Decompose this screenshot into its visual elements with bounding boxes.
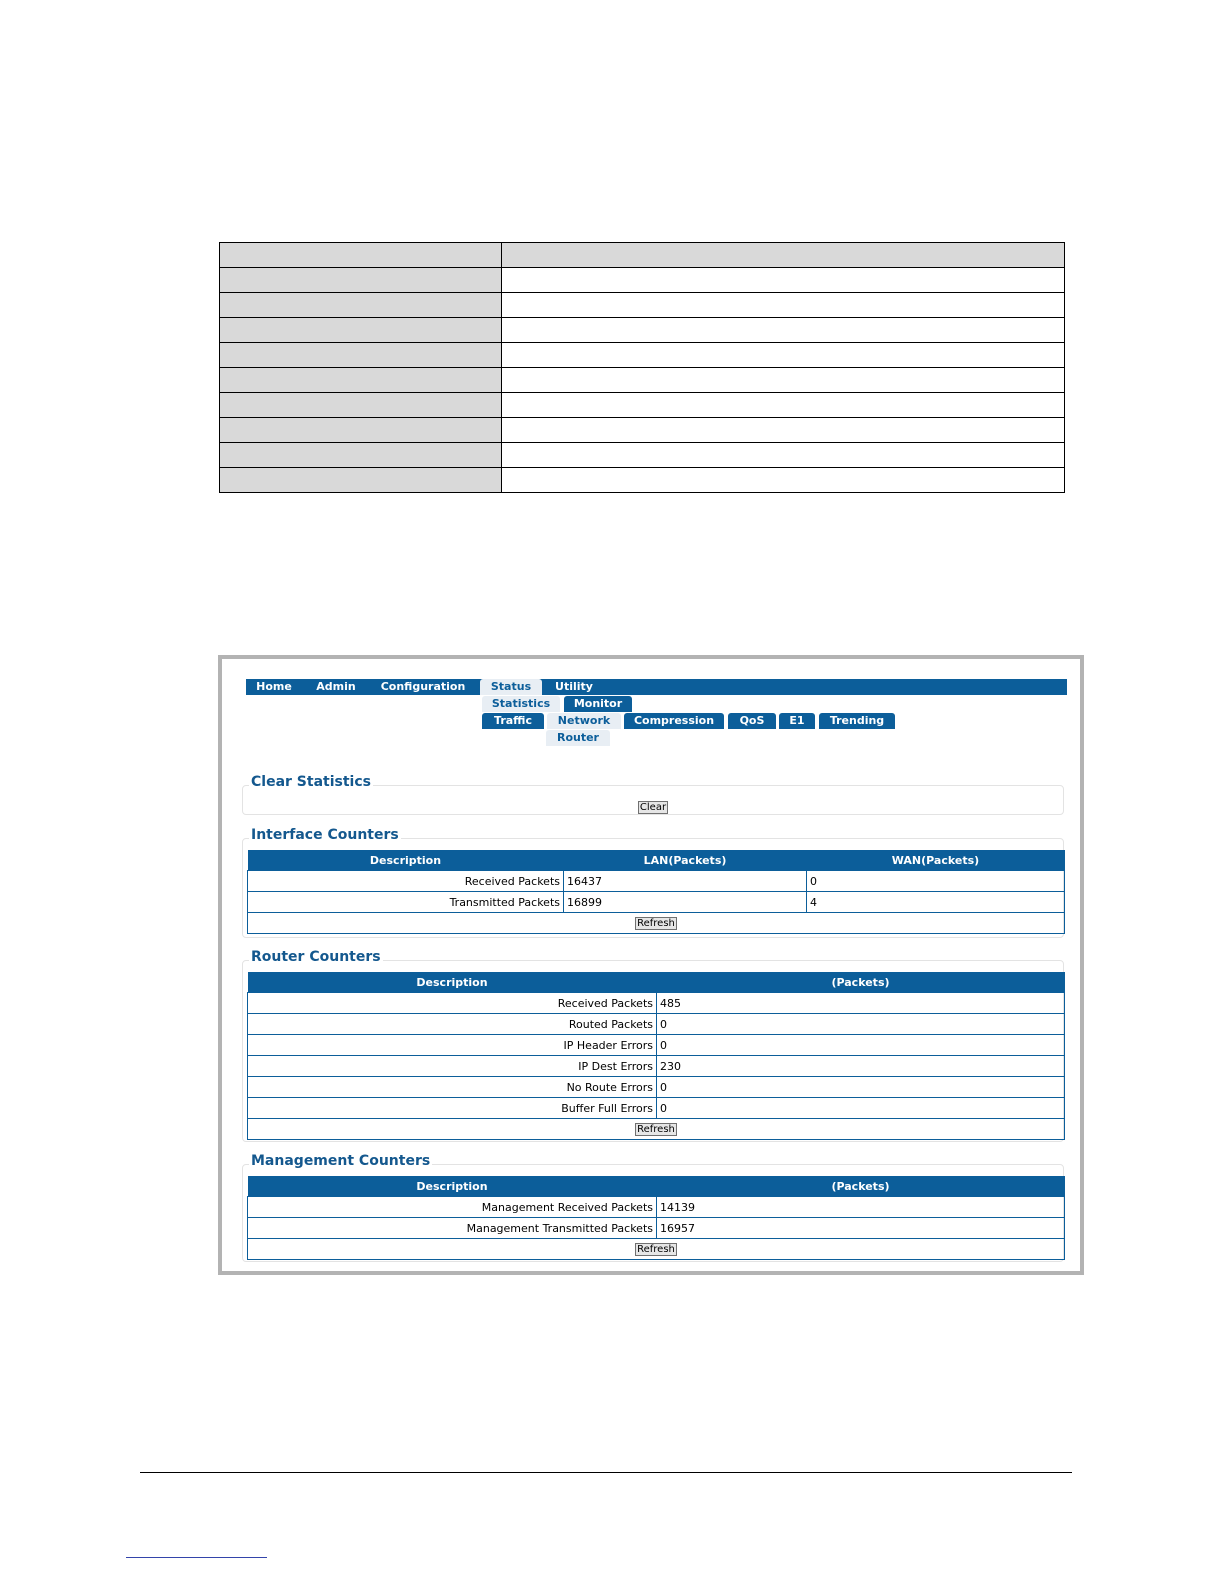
reference-table-header (220, 243, 1065, 268)
reference-table-row (220, 468, 1065, 493)
management-counters-title: Management Counters (251, 1153, 431, 1169)
col-description: Description (248, 972, 657, 993)
reference-table-row (220, 318, 1065, 343)
router-counters-table (247, 972, 1065, 1140)
tab-configuration[interactable]: Configuration (370, 679, 476, 695)
table-row: Received Packets 485 (248, 993, 1065, 1014)
router-counters-title: Router Counters (251, 949, 381, 965)
tab-traffic[interactable]: Traffic (482, 713, 544, 729)
router-refresh-button[interactable]: Refresh (637, 1124, 675, 1135)
col-description: Description (248, 850, 564, 871)
col-description: Description (248, 1176, 657, 1197)
table-row: No Route Errors 0 (248, 1077, 1065, 1098)
interface-counters-group (242, 827, 1064, 938)
table-row: Transmitted Packets 16899 4 (248, 892, 1065, 913)
tab-status[interactable]: Status (480, 679, 542, 695)
reference-table-row (220, 268, 1065, 293)
reference-table-row (220, 293, 1065, 318)
table-row: Management Received Packets 14139 (248, 1197, 1065, 1218)
reference-table-row (220, 418, 1065, 443)
tab-home[interactable]: Home (246, 679, 302, 695)
interface-refresh-button[interactable]: Refresh (637, 918, 675, 929)
interface-counters-table (247, 850, 1065, 934)
reference-table (219, 242, 1065, 493)
clear-button[interactable]: Clear (639, 802, 667, 813)
management-refresh-button[interactable]: Refresh (637, 1244, 675, 1255)
tab-compression[interactable]: Compression (624, 713, 724, 729)
clear-statistics-title: Clear Statistics (251, 774, 371, 790)
table-row: Routed Packets 0 (248, 1014, 1065, 1035)
col-packets: (Packets) (657, 1176, 1065, 1197)
table-row: IP Header Errors 0 (248, 1035, 1065, 1056)
tab-utility[interactable]: Utility (545, 679, 603, 695)
tab-admin[interactable]: Admin (306, 679, 366, 695)
table-row: Received Packets 16437 0 (248, 871, 1065, 892)
footer-divider (140, 1472, 1072, 1473)
table-row: Management Transmitted Packets 16957 (248, 1218, 1065, 1239)
management-counters-group (242, 1153, 1064, 1262)
reference-table-row (220, 393, 1065, 418)
col-wan-packets: WAN(Packets) (807, 850, 1065, 871)
tab-statistics[interactable]: Statistics (482, 696, 560, 712)
reference-table-row (220, 343, 1065, 368)
screenshot-frame (218, 655, 1084, 1275)
router-counters-group (242, 949, 1064, 1142)
tab-network[interactable]: Network (547, 713, 621, 729)
tab-e1[interactable]: E1 (779, 713, 815, 729)
interface-counters-title: Interface Counters (251, 827, 399, 843)
tab-qos[interactable]: QoS (728, 713, 776, 729)
reference-table-row (220, 443, 1065, 468)
reference-table-row (220, 368, 1065, 393)
clear-statistics-group (242, 774, 1064, 815)
table-row: Buffer Full Errors 0 (248, 1098, 1065, 1119)
footer-link-underline[interactable] (126, 1557, 267, 1558)
table-row: IP Dest Errors 230 (248, 1056, 1065, 1077)
tab-trending[interactable]: Trending (819, 713, 895, 729)
management-counters-table (247, 1176, 1065, 1260)
col-packets: (Packets) (657, 972, 1065, 993)
tab-monitor[interactable]: Monitor (564, 696, 632, 712)
tab-router[interactable]: Router (546, 730, 610, 746)
col-lan-packets: LAN(Packets) (564, 850, 807, 871)
